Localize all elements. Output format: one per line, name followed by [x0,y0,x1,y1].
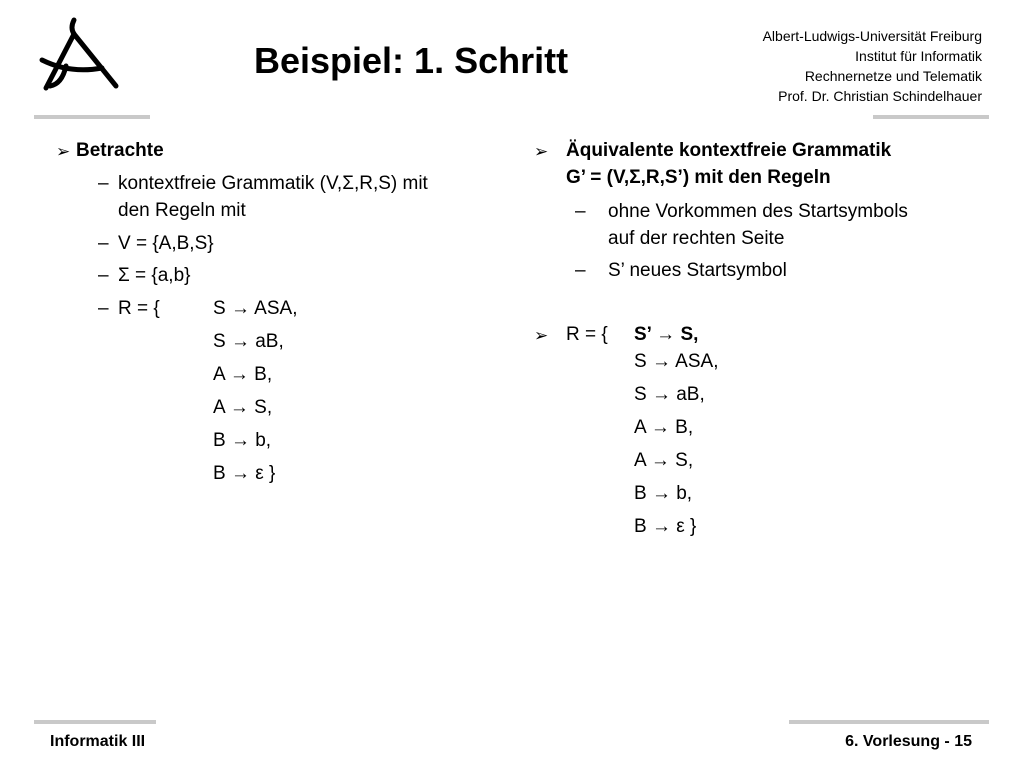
right-sub-no-startsymbol-line2: auf der rechten Seite [608,228,785,249]
left-item-alphabet: Σ = {a,b} [118,265,191,286]
left-rule: S → ASA, [213,298,298,319]
institution-institute: Institut für Informatik [855,48,982,64]
left-rule: B → ε } [213,463,276,484]
left-rule: A → B, [213,364,273,385]
institution-professor: Prof. Dr. Christian Schindelhauer [778,88,982,104]
right-rule: A → S, [634,450,694,471]
footer-page-number: 6. Vorlesung - 15 [845,733,972,750]
page-title: Beispiel: 1. Schritt [254,40,569,81]
left-dash-2: – [98,233,109,254]
right-rule: B → ε } [634,516,697,537]
right-rule: A → B, [634,417,694,438]
institution-chair: Rechnernetze und Telematik [804,68,982,84]
footer-course: Informatik III [50,733,146,750]
left-item-variables: V = {A,B,S} [118,233,214,254]
right-rules-bullet-icon: ➢ [534,326,549,345]
institution-university: Albert-Ludwigs-Universität Freiburg [762,28,982,44]
university-logo-icon [30,14,125,96]
left-rule: A → S, [213,397,273,418]
right-dash-1: – [575,201,586,222]
right-rule: B → b, [634,483,693,504]
right-sub-new-startsymbol: S’ neues Startsymbol [608,260,787,281]
right-bullet-icon: ➢ [534,142,549,161]
left-rules-prefix: R = { [118,298,160,319]
footer-divider-right [789,720,989,724]
right-sub-no-startsymbol-line1: ohne Vorkommen des Startsymbols [608,201,908,222]
institution-block [763,26,982,106]
right-rules-prefix: R = { [566,324,608,345]
header-divider-left [34,115,150,119]
right-rule: S → ASA, [634,351,719,372]
right-rule-new-start: S’ → S, [634,324,699,345]
left-bullet-icon: ➢ [56,142,71,161]
left-item-grammar-line1: kontextfreie Grammatik (V,Σ,R,S) mit [118,173,428,194]
left-rule: S → aB, [213,331,284,352]
left-heading: Betrachte [76,140,164,161]
right-heading-line1: Äquivalente kontextfreie Grammatik [566,140,892,161]
right-dash-2: – [575,260,586,281]
left-dash-4: – [98,298,109,319]
left-rule: B → b, [213,430,272,451]
footer-divider-left [34,720,156,724]
right-rule: S → aB, [634,384,705,405]
header-divider-right [873,115,989,119]
left-item-grammar-line2: den Regeln mit [118,200,246,221]
left-dash-3: – [98,265,109,286]
left-dash-1: – [98,173,109,194]
right-heading-line2: G’ = (V,Σ,R,S’) mit den Regeln [566,167,831,188]
